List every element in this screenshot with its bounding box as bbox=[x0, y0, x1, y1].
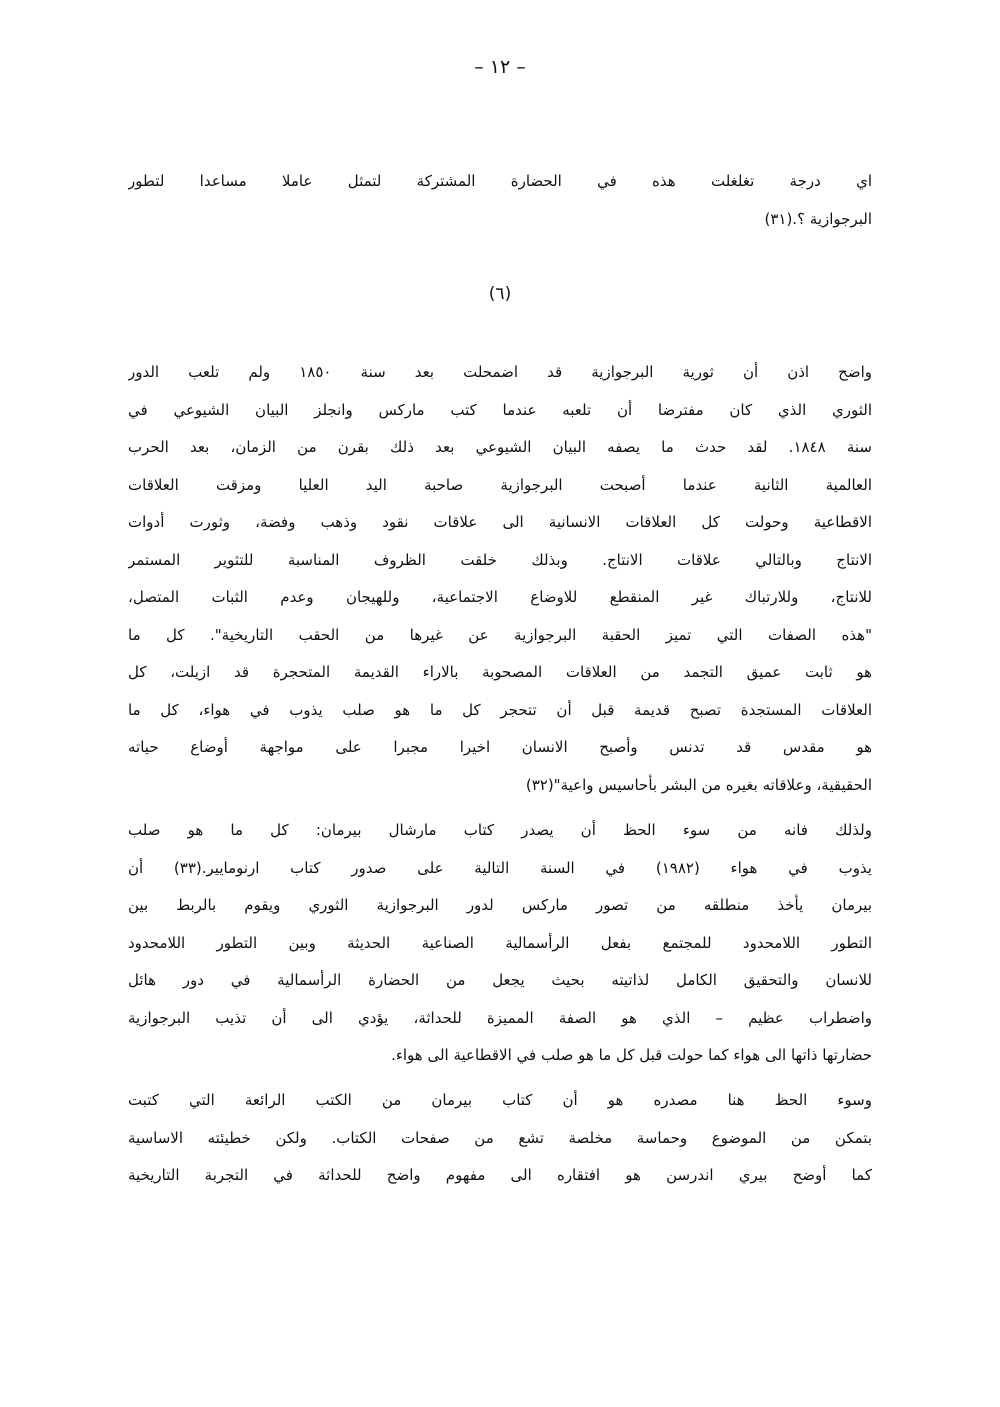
paragraph-misfortune bbox=[128, 1082, 872, 1195]
text-line: اي درجة تغلغلت هذه في الحضارة المشتركة لتمثل عاملا مساعدا لتطور bbox=[128, 172, 872, 190]
text-line: سنة ١٨٤٨. لقد حدث ما يصفه البيان الشيوعي بعد ذلك بقرن من الزمان، بعد الحرب bbox=[128, 438, 872, 456]
paragraph-opening bbox=[128, 163, 872, 238]
text-line: البرجوازية ؟.(٣١) bbox=[764, 209, 872, 228]
text-line: التطور اللامحدود للمجتمع بفعل الرأسمالية الصناعية الحديثة وبين التطور اللامحدود bbox=[128, 933, 872, 952]
text-line: ولذلك فانه من سوء الحظ أن يصدر كتاب مارشال بيرمان: كل ما هو صلب bbox=[128, 821, 872, 839]
text-line: الاقطاعية وحولت كل العلاقات الانسانية الى علاقات نقود وذهب وفضة، وثورت أدوات bbox=[128, 513, 872, 531]
text-line: العلاقات المستجدة تصبح قديمة قبل أن تتحجر كل ما هو صلب يذوب في هواء، كل ما bbox=[128, 700, 872, 719]
text-line: كما أوضح بيري اندرسن هو افتقاره الى مفهوم واضح للحداثة في التجربة التاريخية bbox=[128, 1166, 872, 1184]
text-line: يذوب في هواء (١٩٨٢) في السنة التالية على صدور كتاب ارنومايير.(٣٣) أن bbox=[128, 858, 872, 877]
text-line: الحقيقية، وعلاقاته بغيره من البشر بأحاسيس واعية"(٣٢) bbox=[525, 775, 872, 794]
text-line: هو مقدس قد تدنس وأصبح الانسان اخيرا مجبرا على مواجهة أوضاع حياته bbox=[128, 738, 872, 756]
text-line: وسوء الحظ هنا مصدره هو أن كتاب بيرمان من الكتب الرائعة التي كتبت bbox=[128, 1091, 872, 1109]
text-line: واضح اذن أن ثورية البرجوازية قد اضمحلت بعد سنة ١٨٥٠ ولم تلعب الدور bbox=[128, 363, 872, 381]
text-line: "هذه الصفات التي تميز الحقبة البرجوازية عن غيرها من الحقب التاريخية". كل ما bbox=[128, 625, 872, 644]
section-number: (٦) bbox=[488, 284, 512, 304]
text-line: بيرمان يأخذ منطلقه من تصور ماركس لدور البرجوازية الثوري ويقوم بالربط بين bbox=[128, 896, 872, 914]
paragraph-berman bbox=[128, 812, 872, 1075]
text-line: الثوري الذي كان مفترضا أن تلعبه عندما كتب ماركس وانجلز البيان الشيوعي في bbox=[128, 400, 872, 419]
text-line: العالمية الثانية عندما أصبحت البرجوازية صاحبة اليد العليا ومزقت العلاقات bbox=[128, 475, 872, 494]
text-line: واضطراب عظيم – الذي هو الصفة المميزة للحداثة، يؤدي الى أن تذيب البرجوازية bbox=[128, 1008, 872, 1027]
text-line: حضارتها ذاتها الى هواء كما حولت قبل كل ما هو صلب في الاقطاعية الى هواء. bbox=[391, 1046, 872, 1064]
text-line: للانتاج، وللارتباك غير المنقطع للاوضاع الاجتماعية، وللهيجان وعدم الثبات المتصل، bbox=[128, 588, 872, 606]
text-line: بتمكن من الموضوع وحماسة مخلصة تشع من صفحات الكتاب. ولكن خطيئته الاساسية bbox=[128, 1128, 872, 1147]
page-number: – ١٢ – bbox=[474, 56, 526, 78]
text-line: الانتاج وبالتالي علاقات الانتاج. وبذلك خلقت الظروف المناسبة للتثوير المستمر bbox=[128, 550, 872, 569]
paragraph-bourgeoisie bbox=[128, 354, 872, 804]
text-line: للانسان والتحقيق الكامل لذاتيته بحيث يجعل من الحضارة الرأسمالية في دور هائل bbox=[128, 971, 872, 989]
text-line: هو ثابت عميق التجمد من العلاقات المصحوبة بالاراء القديمة المتحجرة قد ازيلت، كل bbox=[128, 663, 872, 681]
